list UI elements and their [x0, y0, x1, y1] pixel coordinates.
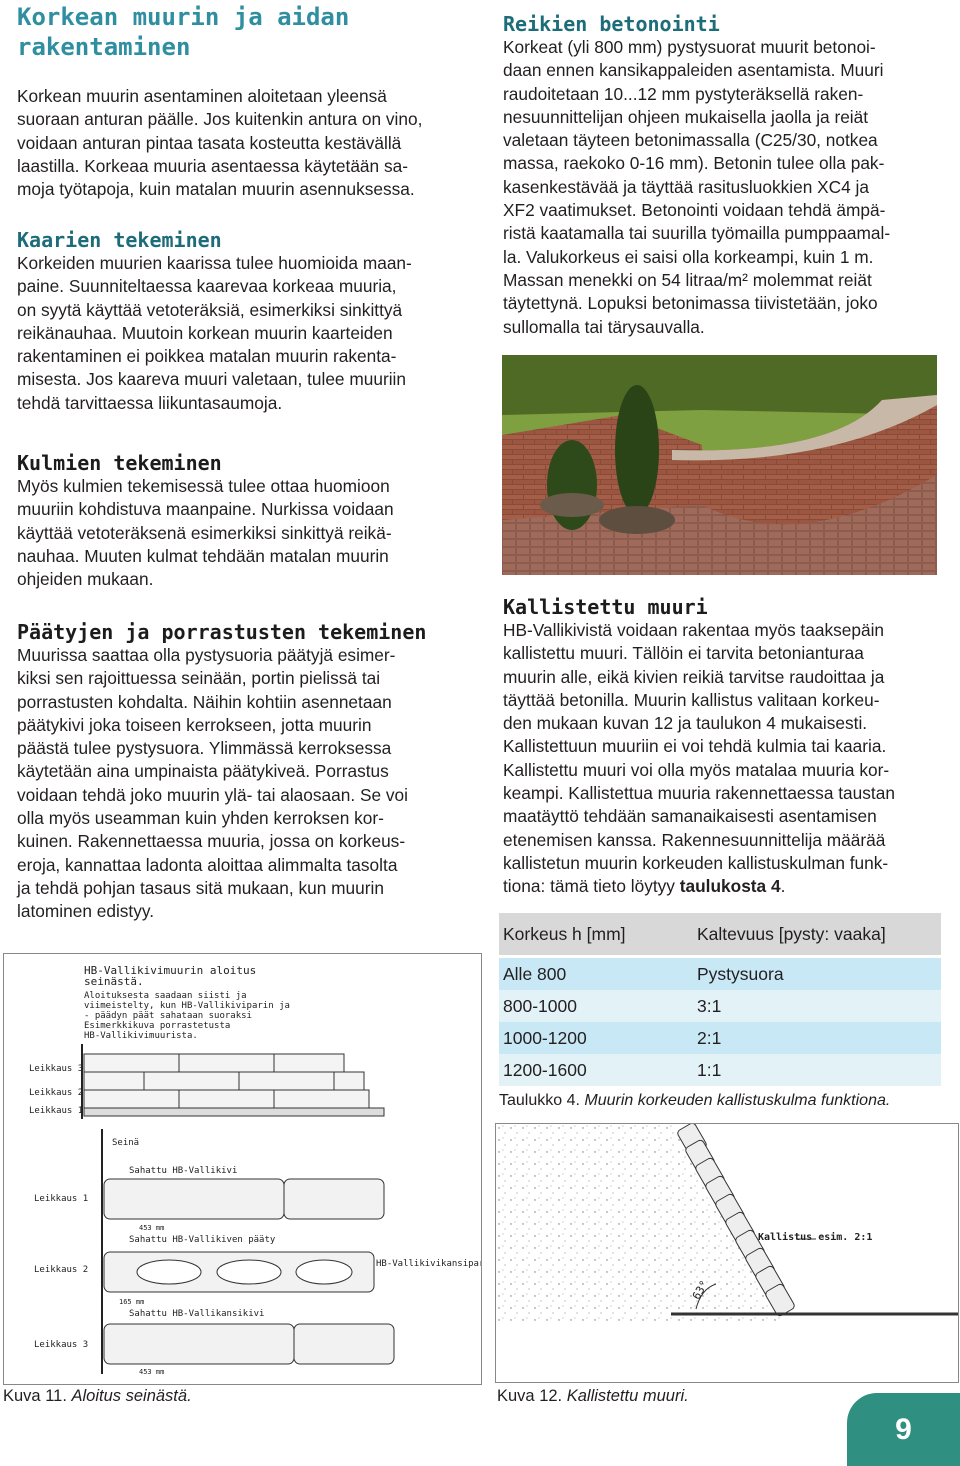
text-line: laastilla. Korkeaa muuria asentaessa käytetään sa-: [17, 155, 408, 176]
table-cell: 2:1: [697, 1027, 722, 1048]
text-line: latominen edistyy.: [17, 901, 155, 922]
fig11-note: Aloituksesta saadaan siisti ja: [84, 991, 247, 1001]
text-line: nauhaa. Muuten kulmat tehdään matalan muurin: [17, 545, 389, 566]
text-line: Kallistettuun muuriin ei voi tehdä kulmia tai kaaria.: [503, 736, 887, 757]
section-body: [17, 644, 482, 924]
label-cut2: Leikkaus 2: [29, 1088, 84, 1098]
text-fragment: .: [780, 876, 786, 897]
text-fragment: tiona: tämä tieto löytyy: [503, 876, 680, 897]
table-cell: Pystysuora: [697, 963, 784, 984]
figure-12-caption: [497, 1387, 689, 1406]
section-title: Korkean muurin ja aidan rakentaminen: [17, 3, 350, 61]
caption-text: Kallistettu muuri.: [566, 1387, 689, 1405]
label-dim453b: 453 mm: [139, 1368, 165, 1376]
photo-illustration: [502, 355, 937, 575]
text-line: on syytä käyttää vetoteräksiä, esimerkiksi sinkittyä: [17, 299, 403, 320]
text-line: keampi. Kallistettua muuria rakennettaessa taustan: [503, 783, 895, 804]
caption-text: Muurin korkeuden kallistuskulma funktiona.: [584, 1092, 891, 1109]
section-body: [503, 36, 953, 339]
section-title: Kulmien tekeminen: [17, 451, 222, 475]
section-title: Päätyjen ja porrastusten tekeminen: [17, 620, 427, 644]
fig11-heading-1: HB-Vallikivimuurin aloitus: [84, 964, 257, 977]
text-line: ristä kaatamalla tai suurilla työmailla pumppaamal-: [503, 223, 891, 244]
text-line: suoraan anturan päälle. Jos kuitenkin antura on vino,: [17, 109, 423, 130]
text-line: kiksi sen rajoittuessa seinään, portin pielissä tai: [17, 668, 381, 689]
text-line: paine. Suunniteltaessa kaarevaa korkeaa muuria,: [17, 276, 397, 297]
section-corners: [17, 451, 482, 591]
caption-label: Kuva 11.: [3, 1387, 67, 1405]
text-line: ohjeiden mukaan.: [17, 569, 154, 590]
section-tilted-wall: [503, 595, 958, 899]
table-4: [499, 913, 941, 1110]
text-line: olla myös useamman kuin yhden kerroksen kor-: [17, 808, 384, 829]
label-pair: HB-Vallikivikansipari: [376, 1259, 481, 1269]
text-line: kasenkestävää ja täyttää rasitusluokkien XC4 ja: [503, 176, 869, 197]
text-line: sullomalla tai tärysauvalla.: [503, 316, 705, 337]
angle-label: 63°: [689, 1278, 712, 1302]
text-line: reikänauhaa. Muutoin korkean muurin kaarteiden: [17, 322, 393, 343]
text-line: den mukaan kuvan 12 ja taulukon 4 mukaisesti.: [503, 713, 868, 734]
text-line: kuinen. Rakennettaessa muuria, jossa on korkeus-: [17, 831, 406, 852]
text-line: kallistettu muuri. Tällöin ei tarvita betonianturaa: [503, 643, 864, 664]
section-core-filling: [503, 12, 953, 339]
table-row: [499, 1054, 941, 1086]
figure-12-drawing: [495, 1123, 959, 1383]
section-curves: [17, 228, 482, 415]
label-dim165: 165 mm: [119, 1298, 145, 1306]
table-header-cell: Korkeus h [mm]: [503, 923, 626, 944]
text-line: käyttää vetoteräksenä esimerkiksi sinkittyä reikä-: [17, 522, 392, 543]
page-number: 9: [847, 1393, 960, 1466]
text-line: Korkeiden muurien kaarissa tulee huomioida maan-: [17, 253, 412, 273]
text-line: raudoitetaan 10...12 mm pystyteräksellä raken-: [503, 83, 864, 104]
label-wall: Seinä: [112, 1138, 140, 1148]
figure-11-drawing: [3, 953, 482, 1385]
text-line: käytetään aina umpinaista päätykiveä. Porrastus: [17, 761, 389, 782]
slope-label: Kallistus esim. 2:1: [758, 1232, 873, 1243]
text-line: muurin alle, eikä kivien reikiä tarvitse raudoittaa ja: [503, 666, 885, 687]
fig11-note: Esimerkkikuva porrastetusta: [84, 1021, 231, 1031]
table-caption: [499, 1092, 941, 1110]
text-line: Myös kulmien tekemisessä tulee ottaa huomioon: [17, 476, 390, 496]
text-line: ja tehdä pohjan tasaus sitä mukaan, kun muurin: [17, 877, 384, 898]
table-row: [499, 958, 941, 990]
section-body: [17, 475, 482, 591]
text-line: porrastusten kohdalta. Näihin kohtiin asennetaan: [17, 691, 392, 712]
text-line: HB-Vallikivistä voidaan rakentaa myös taaksepäin: [503, 620, 885, 640]
section-ends: [17, 620, 482, 924]
wall-start-diagram: [4, 954, 481, 1384]
text-line: nesuunnittelijan ohjeen mukaisella jaolla ja reiät: [503, 106, 869, 127]
section-title: Kaarien tekeminen: [17, 228, 222, 252]
curved-wall-photo: [502, 355, 937, 575]
plan-section-1: [104, 1179, 384, 1219]
text-line: valetaan täyteen betonimassalla (C25/30, notkea: [503, 130, 878, 151]
table-header-cell: Kaltevuus [pysty: vaaka]: [697, 923, 886, 944]
text-line: [503, 875, 958, 898]
text-line: misesta. Jos kaareva muuri valetaan, tulee muuriin: [17, 369, 407, 390]
table-cell: 1:1: [697, 1059, 722, 1080]
section-body: [17, 85, 482, 201]
fig11-note: - päädyn päät sahataan suoraksi: [84, 1011, 252, 1021]
section-body: [503, 619, 958, 899]
text-line: XF2 vaatimukset. Betonointi voidaan tehdä ämpä-: [503, 200, 886, 221]
table-cell: 3:1: [697, 995, 722, 1016]
text-line: la. Valukorkeus ei saisi olla korkeampi, kuin 1 m.: [503, 246, 874, 267]
text-line: Muurissa saattaa olla pystysuoria päätyjä esimer-: [17, 645, 396, 665]
text-line: daan ennen kansikappaleiden asentamista. Muuri: [503, 60, 884, 81]
figure-11-caption: [3, 1387, 192, 1406]
table-cell: 1200-1600: [503, 1059, 587, 1080]
label-sawn-cover: Sahattu HB-Vallikansikivi: [129, 1309, 265, 1319]
text-line: Korkean muurin asentaminen aloitetaan yleensä: [17, 86, 387, 106]
tilted-wall-diagram: [496, 1124, 958, 1382]
table-cell: Alle 800: [503, 963, 567, 984]
text-line: täyttää betonilla. Muurin kallistus valitaan korkeu-: [503, 689, 880, 710]
label-cut2b: Leikkaus 2: [34, 1265, 89, 1275]
caption-text: Aloitus seinästä.: [71, 1387, 192, 1405]
text-line: voidaan anturan pintaa tasata kosteutta kestävällä: [17, 132, 402, 153]
fig11-note: viimeistelty, kun HB-Vallikiviparin ja: [84, 1001, 290, 1011]
wall-elevation: [84, 1054, 384, 1116]
section-high-wall: [17, 2, 482, 201]
text-line: Massan menekki on 54 litraa/m² molemmat reiät: [503, 269, 872, 290]
text-line: kallistetun muurin korkeuden kallistuskulman funk-: [503, 852, 889, 873]
text-line: muuriin kohdistuva maanpaine. Nurkissa voidaan: [17, 499, 394, 520]
caption-label: Taulukko 4.: [499, 1092, 580, 1109]
label-sawn-end: Sahattu HB-Vallikiven pääty: [129, 1235, 276, 1245]
text-line: moja työtapoja, kuin matalan muurin asennuksessa.: [17, 179, 415, 200]
table-cell: 1000-1200: [503, 1027, 587, 1048]
caption-label: Kuva 12.: [497, 1387, 563, 1405]
plan-section-2: [104, 1252, 374, 1292]
label-cut1b: Leikkaus 1: [34, 1194, 89, 1204]
text-line: eroja, kannattaa ladonta aloittaa alimmalta tasolta: [17, 854, 398, 875]
table-header-row: [499, 913, 941, 955]
text-line: päästä tulee pystysuora. Ylimmässä kerroksessa: [17, 738, 392, 759]
fig11-note: HB-Vallikivimuurista.: [84, 1031, 198, 1041]
text-line: täytettynä. Lopuksi betonimassa tiivistetään, joko: [503, 293, 878, 314]
text-line: voidaan tehdä joko muurin ylä- tai alaosaan. Se voi: [17, 784, 408, 805]
label-sawn-stone: Sahattu HB-Vallikivi: [129, 1166, 238, 1176]
text-line: Kallistettu muuri voi olla myös matalaa muuria kor-: [503, 759, 890, 780]
text-line: päätykivi joka toiseen kerrokseen, jotta muurin: [17, 714, 372, 735]
label-dim453: 453 mm: [139, 1224, 165, 1232]
table-row: [499, 1022, 941, 1054]
section-title: Reikien betonointi: [503, 12, 720, 36]
section-body: [17, 252, 482, 415]
table-reference: taulukosta 4: [679, 876, 781, 897]
text-line: rakentaminen ei poikkea matalan muurin rakenta-: [17, 346, 397, 367]
text-line: massa, raekoko 0-16 mm). Betonin tulee olla pak-: [503, 153, 885, 174]
fig11-heading-2: seinästä.: [84, 975, 144, 988]
text-line: etenemisen kanssa. Rakennesuunnittelija määrää: [503, 829, 886, 850]
label-cut1: Leikkaus 1: [29, 1106, 84, 1116]
label-cut3: Leikkaus 3: [29, 1064, 84, 1074]
text-line: tehdä tarvittaessa liikuntasaumoja.: [17, 392, 283, 413]
table-cell: 800-1000: [503, 995, 577, 1016]
table-row: [499, 990, 941, 1022]
text-line: Korkeat (yli 800 mm) pystysuorat muurit betonoi-: [503, 37, 876, 57]
label-cut3b: Leikkaus 3: [34, 1340, 89, 1350]
section-title: Kallistettu muuri: [503, 595, 708, 619]
plan-section-3: [104, 1324, 394, 1364]
text-line: maatäyttö tehdään samanaikaisesti asentamisen: [503, 806, 877, 827]
